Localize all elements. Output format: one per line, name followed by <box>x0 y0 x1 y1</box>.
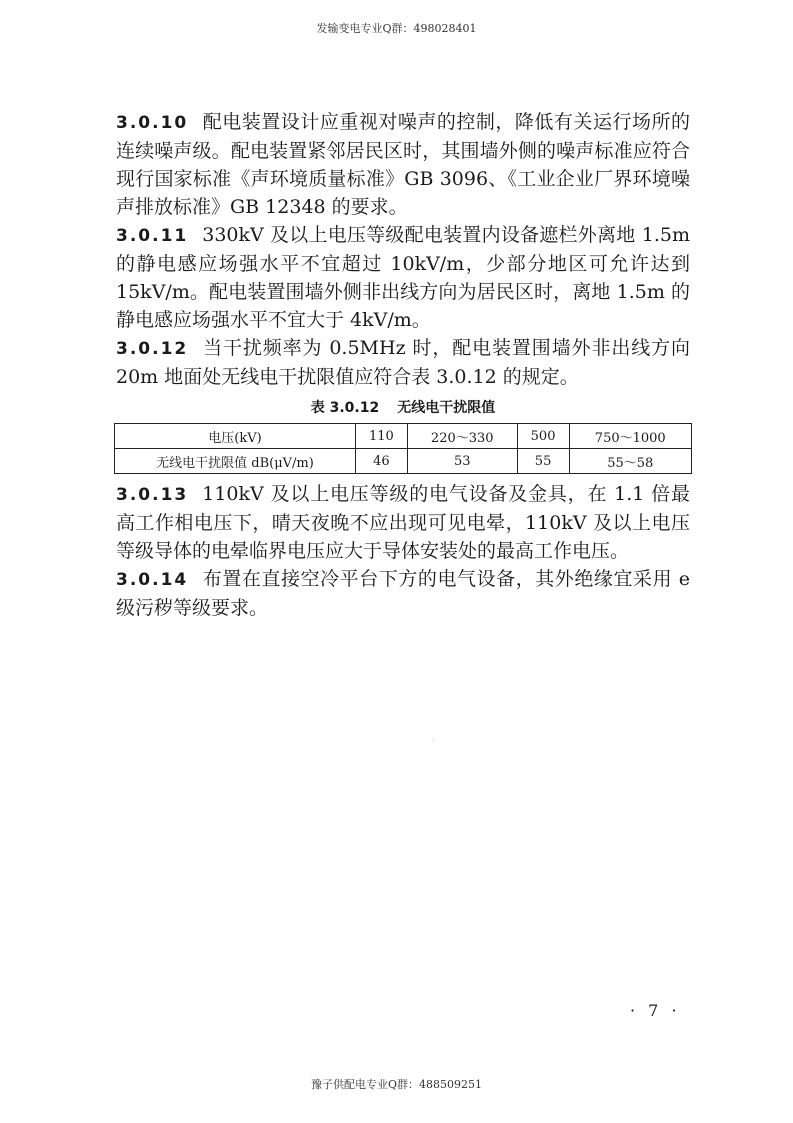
table-cell: 220～330 <box>407 424 517 449</box>
section-text: 配电装置设计应重视对噪声的控制，降低有关运行场所的连续噪声级。配电装置紧邻居民区时，其围墙外侧的噪声标准应符合现行国家标准《声环境质量标准》GB 3096、《工业企业厂界环境噪声排放标准》GB 12348 的要求。 <box>116 111 690 218</box>
section-text: 当干扰频率为 0.5MHz 时，配电装置围墙外非出线方向 20m 地面处无线电干扰限值应符合表 3.0.12 的规定。 <box>116 337 690 388</box>
section-number: 3.0.12 <box>116 339 189 359</box>
page-header: 发输变电专业Q群：498028401 <box>316 22 477 35</box>
table-cell: 46 <box>356 449 408 474</box>
table-row-header: 电压(kV) <box>115 424 356 449</box>
table-row-header: 无线电干扰限值 dB(μV/m) <box>115 449 356 474</box>
section-text: 布置在直接空冷平台下方的电气设备，其外绝缘宜采用 e 级污秽等级要求。 <box>116 568 690 619</box>
table-cell: 55 <box>517 449 569 474</box>
interference-limit-table <box>114 423 692 474</box>
section-3-0-10 <box>116 108 690 221</box>
section-text: 110kV 及以上电压等级的电气设备及金具，在 1.1 倍最高工作相电压下，晴天夜晚不应出现可见电晕，110kV 及以上电压等级导体的电晕临界电压应大于导体安装处的最高工作电压。 <box>116 483 690 562</box>
table-row <box>115 449 692 474</box>
table-cell: 500 <box>517 424 569 449</box>
scan-speck <box>433 740 434 741</box>
document-body <box>116 108 690 622</box>
section-3-0-11 <box>116 221 690 334</box>
table-cell: 110 <box>356 424 408 449</box>
table-cell: 53 <box>407 449 517 474</box>
table-cell: 55～58 <box>569 449 692 474</box>
section-3-0-13 <box>116 480 690 565</box>
section-number: 3.0.13 <box>116 485 189 505</box>
section-number: 3.0.10 <box>116 113 189 133</box>
section-number: 3.0.14 <box>116 570 189 590</box>
section-number: 3.0.11 <box>116 226 189 246</box>
table-caption <box>116 397 690 417</box>
page-footer: 豫子供配电专业Q群：488509251 <box>310 1078 482 1091</box>
section-3-0-12 <box>116 334 690 391</box>
section-text: 330kV 及以上电压等级配电装置内设备遮栏外离地 1.5m 的静电感应场强水平不宜超过 10kV/m，少部分地区可允许达到 15kV/m。配电装置围墙外侧非出线方向为居民区时，离地 1.5m 的静电感应场强水平不宜大于 4kV/m。 <box>116 224 690 331</box>
section-3-0-14 <box>116 565 690 622</box>
table-caption-number: 表 3.0.12 <box>310 400 380 416</box>
table-caption-title: 无线电干扰限值 <box>397 400 496 416</box>
page-number: · 7 · <box>630 1001 681 1020</box>
table-cell: 750～1000 <box>569 424 692 449</box>
table-row <box>115 424 692 449</box>
